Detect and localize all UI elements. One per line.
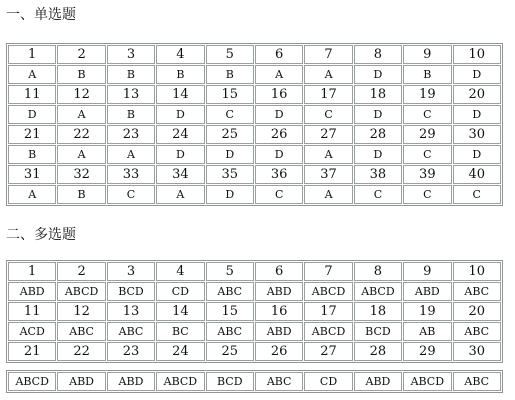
answer-cell: ABC — [453, 282, 501, 301]
answer-cell: ABC — [206, 322, 254, 341]
answer-cell: D — [8, 105, 56, 124]
question-number-cell: 22 — [57, 342, 105, 361]
answer-cell: D — [156, 145, 204, 164]
question-number-cell: 29 — [403, 125, 451, 144]
answer-cell: ABCD — [304, 322, 352, 341]
answer-cell: ABCD — [304, 282, 352, 301]
question-number-row — [8, 262, 501, 281]
question-number-row — [8, 85, 501, 104]
multiple-choice-answer-table — [6, 260, 503, 363]
answer-cell: D — [156, 105, 204, 124]
question-number-cell: 32 — [57, 165, 105, 184]
answer-cell: C — [453, 185, 501, 204]
question-number-cell: 36 — [255, 165, 303, 184]
question-number-cell: 27 — [304, 342, 352, 361]
answer-cell: ABCD — [156, 372, 204, 391]
answer-cell: C — [403, 145, 451, 164]
answer-cell: ABD — [57, 372, 105, 391]
question-number-cell: 22 — [57, 125, 105, 144]
question-number-cell: 23 — [107, 342, 155, 361]
answer-cell: ABD — [255, 282, 303, 301]
question-number-cell: 2 — [57, 262, 105, 281]
answer-cell: ACD — [8, 322, 56, 341]
question-number-cell: 38 — [354, 165, 402, 184]
question-number-cell: 4 — [156, 45, 204, 64]
answer-cell: D — [354, 145, 402, 164]
answer-cell: A — [304, 65, 352, 84]
question-number-cell: 16 — [255, 302, 303, 321]
answer-cell: ABC — [453, 322, 501, 341]
question-number-cell: 10 — [453, 262, 501, 281]
answer-cell: B — [206, 65, 254, 84]
answer-cell: A — [57, 105, 105, 124]
question-number-cell: 3 — [107, 45, 155, 64]
question-number-cell: 37 — [304, 165, 352, 184]
question-number-cell: 40 — [453, 165, 501, 184]
answer-cell: ABD — [8, 282, 56, 301]
question-number-cell: 23 — [107, 125, 155, 144]
question-number-cell: 30 — [453, 125, 501, 144]
question-number-cell: 2 — [57, 45, 105, 64]
question-number-cell: 24 — [156, 125, 204, 144]
question-number-cell: 19 — [403, 85, 451, 104]
question-number-cell: 19 — [403, 302, 451, 321]
answer-cell: ABC — [57, 322, 105, 341]
question-number-cell: 14 — [156, 85, 204, 104]
answer-cell: B — [107, 105, 155, 124]
answer-cell: BC — [156, 322, 204, 341]
answer-cell: D — [354, 105, 402, 124]
question-number-cell: 21 — [8, 125, 56, 144]
question-number-cell: 16 — [255, 85, 303, 104]
answer-cell: B — [8, 145, 56, 164]
answer-cell: C — [206, 105, 254, 124]
answer-cell: A — [304, 145, 352, 164]
question-number-cell: 1 — [8, 45, 56, 64]
question-number-cell: 31 — [8, 165, 56, 184]
answer-cell: C — [354, 185, 402, 204]
answer-cell: ABCD — [8, 372, 56, 391]
question-number-cell: 15 — [206, 85, 254, 104]
answer-cell: ABD — [255, 322, 303, 341]
question-number-cell: 28 — [354, 125, 402, 144]
question-number-cell: 11 — [8, 302, 56, 321]
answer-cell: A — [255, 65, 303, 84]
question-number-cell: 5 — [206, 45, 254, 64]
question-number-cell: 12 — [57, 302, 105, 321]
question-number-cell: 8 — [354, 45, 402, 64]
question-number-cell: 5 — [206, 262, 254, 281]
question-number-cell: 29 — [403, 342, 451, 361]
question-number-row — [8, 125, 501, 144]
answer-row — [8, 372, 501, 391]
answer-cell: A — [8, 185, 56, 204]
answer-cell: A — [156, 185, 204, 204]
answer-cell: B — [156, 65, 204, 84]
answer-cell: D — [453, 65, 501, 84]
question-number-cell: 33 — [107, 165, 155, 184]
question-number-cell: 25 — [206, 125, 254, 144]
answer-cell: D — [354, 65, 402, 84]
single-choice-answer-table — [6, 43, 503, 206]
answer-cell: D — [206, 185, 254, 204]
answer-cell: B — [57, 185, 105, 204]
answer-cell: C — [255, 185, 303, 204]
single-choice-section-title: 一、单选题 — [6, 7, 76, 23]
question-number-cell: 14 — [156, 302, 204, 321]
question-number-cell: 26 — [255, 342, 303, 361]
question-number-cell: 26 — [255, 125, 303, 144]
question-number-cell: 18 — [354, 302, 402, 321]
question-number-cell: 9 — [403, 262, 451, 281]
question-number-row — [8, 302, 501, 321]
question-number-cell: 15 — [206, 302, 254, 321]
answer-cell: B — [107, 65, 155, 84]
question-number-cell: 12 — [57, 85, 105, 104]
answer-cell: D — [255, 145, 303, 164]
question-number-cell: 20 — [453, 85, 501, 104]
answer-cell: A — [8, 65, 56, 84]
multiple-choice-answer-table-last-row — [6, 370, 503, 393]
answer-cell: ABC — [255, 372, 303, 391]
answer-row — [8, 65, 501, 84]
answer-cell: ABCD — [403, 372, 451, 391]
question-number-cell: 6 — [255, 262, 303, 281]
question-number-cell: 7 — [304, 262, 352, 281]
question-number-cell: 27 — [304, 125, 352, 144]
question-number-cell: 9 — [403, 45, 451, 64]
question-number-cell: 35 — [206, 165, 254, 184]
question-number-cell: 20 — [453, 302, 501, 321]
question-number-cell: 1 — [8, 262, 56, 281]
answer-cell: A — [57, 145, 105, 164]
question-number-cell: 11 — [8, 85, 56, 104]
question-number-cell: 30 — [453, 342, 501, 361]
question-number-cell: 13 — [107, 85, 155, 104]
question-number-cell: 17 — [304, 85, 352, 104]
answer-cell: C — [107, 185, 155, 204]
answer-cell: ABC — [453, 372, 501, 391]
question-number-cell: 39 — [403, 165, 451, 184]
multiple-choice-section-title: 二、多选题 — [6, 227, 76, 243]
answer-cell: AB — [403, 322, 451, 341]
answer-row — [8, 145, 501, 164]
answer-cell: A — [304, 185, 352, 204]
answer-cell: ABCD — [354, 282, 402, 301]
answer-cell: ABD — [107, 372, 155, 391]
question-number-cell: 24 — [156, 342, 204, 361]
question-number-cell: 28 — [354, 342, 402, 361]
question-number-row — [8, 45, 501, 64]
answer-cell: D — [206, 145, 254, 164]
answer-cell: C — [403, 185, 451, 204]
answer-row — [8, 185, 501, 204]
answer-cell: D — [255, 105, 303, 124]
answer-row — [8, 105, 501, 124]
question-number-cell: 4 — [156, 262, 204, 281]
question-number-cell: 13 — [107, 302, 155, 321]
question-number-cell: 25 — [206, 342, 254, 361]
answer-cell: B — [403, 65, 451, 84]
answer-cell: C — [304, 105, 352, 124]
answer-cell: ABC — [206, 282, 254, 301]
answer-cell: CD — [156, 282, 204, 301]
answer-row — [8, 282, 501, 301]
answer-cell: BCD — [354, 322, 402, 341]
question-number-cell: 34 — [156, 165, 204, 184]
answer-cell: BCD — [206, 372, 254, 391]
question-number-cell: 3 — [107, 262, 155, 281]
question-number-cell: 17 — [304, 302, 352, 321]
question-number-row — [8, 165, 501, 184]
question-number-cell: 10 — [453, 45, 501, 64]
answer-cell: ABC — [107, 322, 155, 341]
answer-cell: A — [107, 145, 155, 164]
question-number-cell: 8 — [354, 262, 402, 281]
answer-cell: BCD — [107, 282, 155, 301]
answer-cell: C — [403, 105, 451, 124]
answer-cell: D — [453, 105, 501, 124]
question-number-cell: 6 — [255, 45, 303, 64]
answer-cell: D — [453, 145, 501, 164]
answer-cell: ABD — [354, 372, 402, 391]
answer-cell: B — [57, 65, 105, 84]
question-number-row — [8, 342, 501, 361]
question-number-cell: 21 — [8, 342, 56, 361]
question-number-cell: 18 — [354, 85, 402, 104]
answer-row — [8, 322, 501, 341]
answer-cell: CD — [304, 372, 352, 391]
answer-cell: ABCD — [57, 282, 105, 301]
question-number-cell: 7 — [304, 45, 352, 64]
answer-cell: ABD — [403, 282, 451, 301]
